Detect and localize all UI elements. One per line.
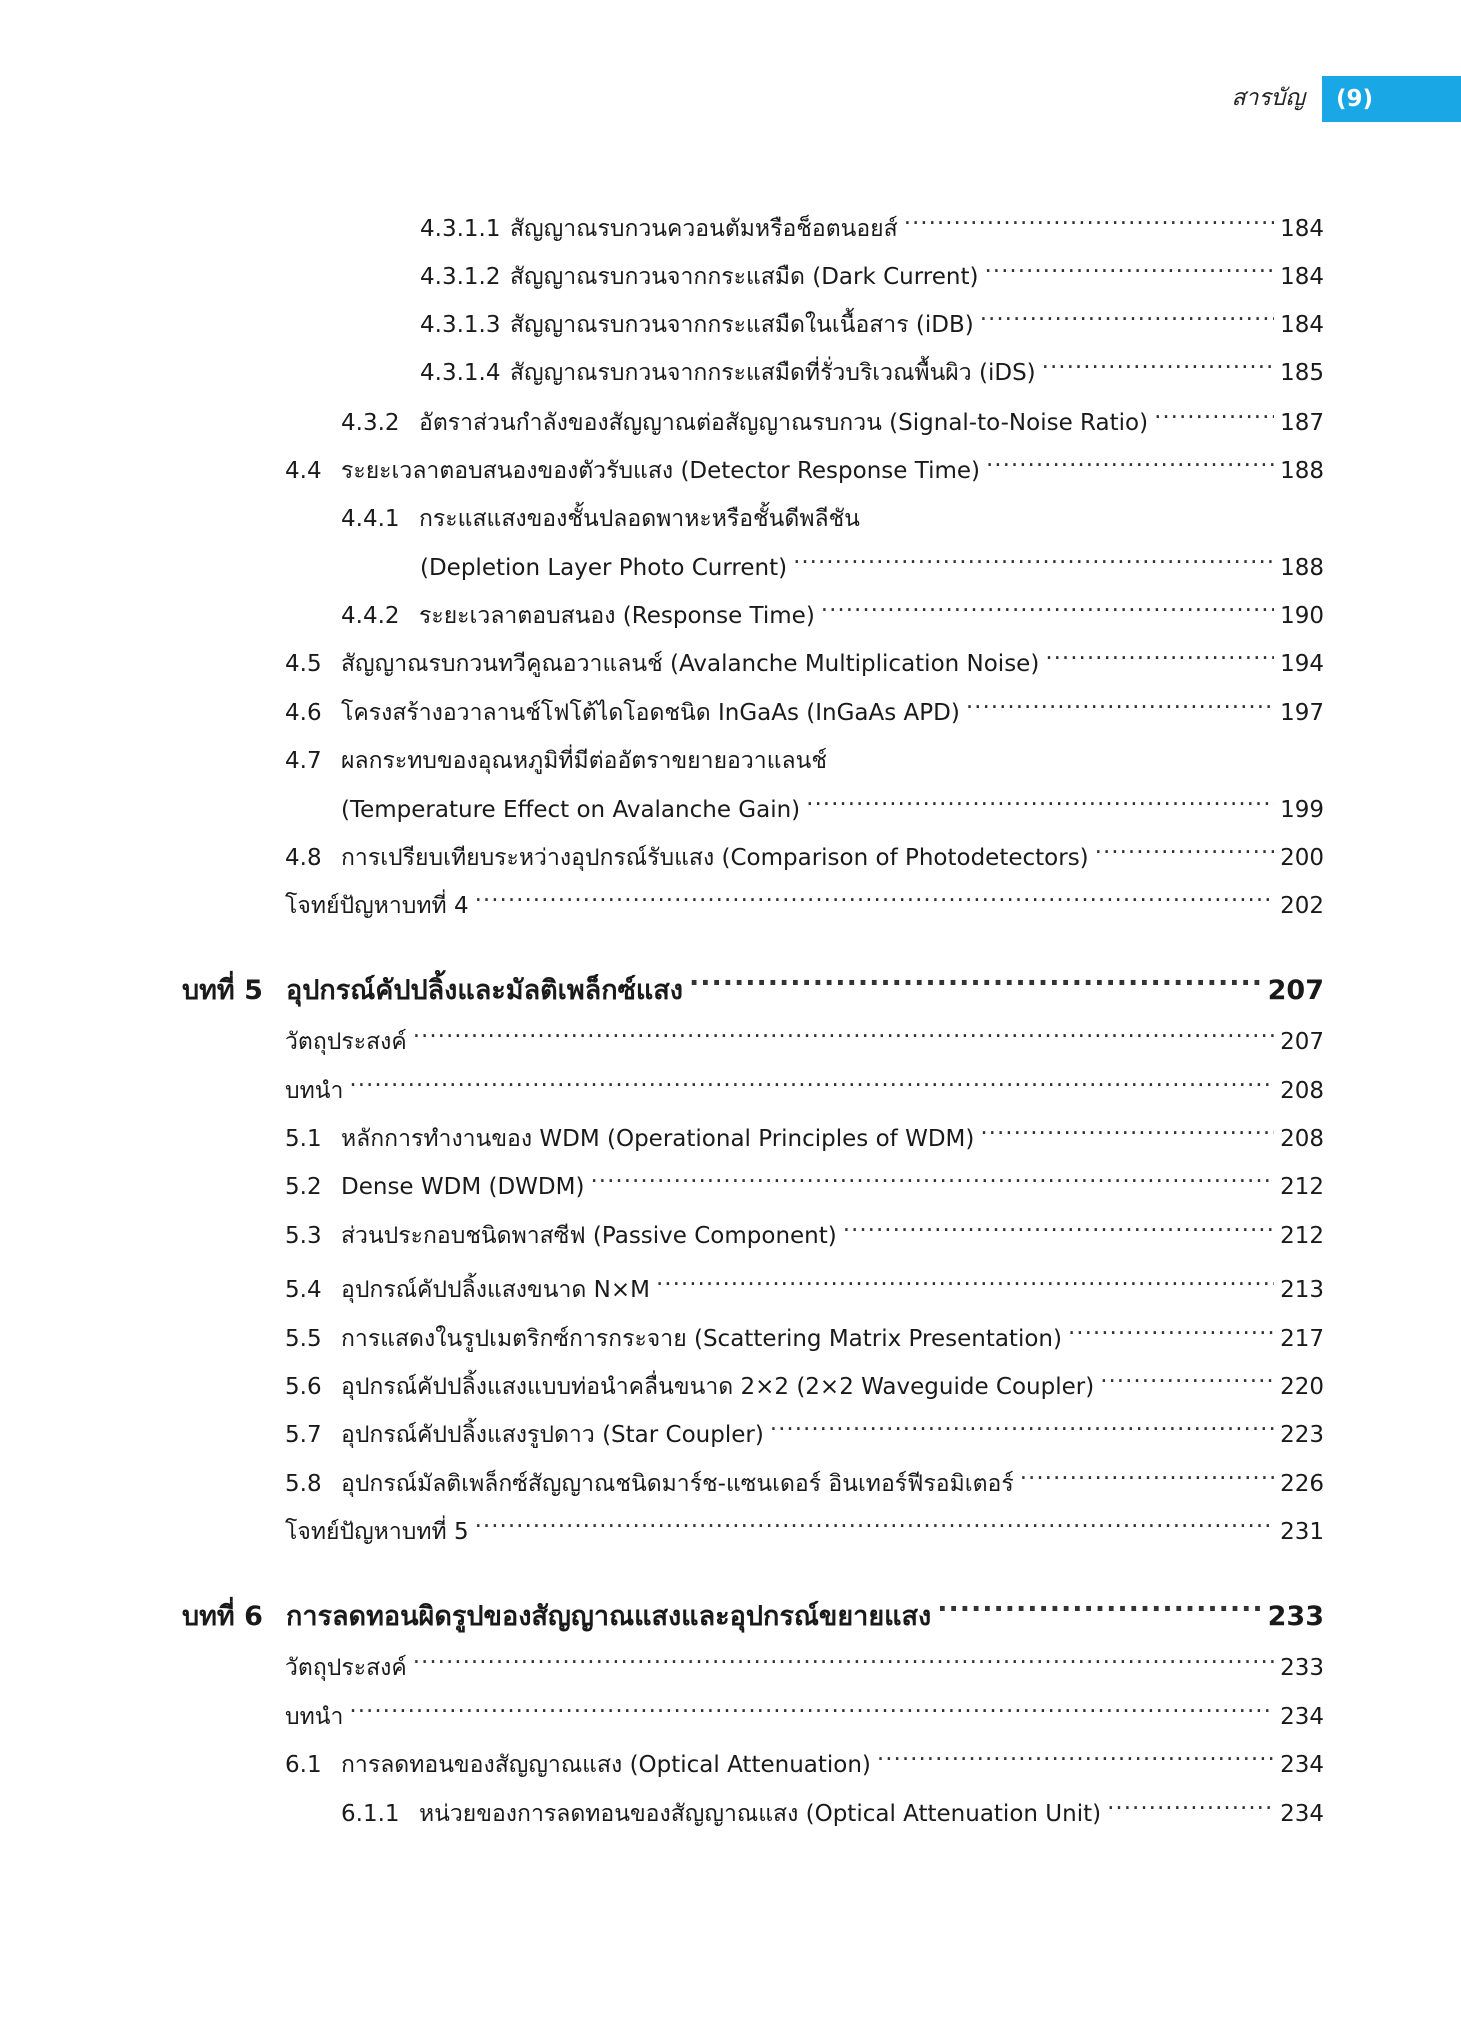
toc-entry — [285, 1501, 1324, 1545]
dot-leader — [986, 440, 1274, 478]
entry-page: 199 — [1280, 797, 1324, 823]
dot-leader — [413, 1637, 1274, 1675]
entry-page: 226 — [1280, 1471, 1324, 1497]
entry-page: 234 — [1280, 1752, 1324, 1778]
entry-page: 197 — [1280, 700, 1324, 726]
toc-entry — [285, 1637, 1324, 1681]
entry-page: 185 — [1280, 360, 1324, 386]
entry-number: 5.5 — [285, 1326, 322, 1352]
entry-title: การแสดงในรูปเมตริกซ์การกระจาย (Scattering Matrix Presentation) — [341, 1326, 1062, 1352]
dot-leader — [656, 1259, 1274, 1297]
toc-entry — [285, 827, 1324, 871]
entry-number: 5.4 — [285, 1277, 322, 1303]
entry-number: 4.3.1.1 — [420, 216, 501, 242]
dot-leader — [1100, 1356, 1274, 1394]
entry-page: 188 — [1280, 458, 1324, 484]
entry-title: กระแสแสงของชั้นปลอดพาหะหรือชั้นดีพลีชัน — [419, 506, 860, 532]
dot-leader — [980, 294, 1274, 332]
entry-number: 5.1 — [285, 1126, 322, 1152]
dot-leader — [475, 1501, 1274, 1539]
entry-title: สัญญาณรบกวนควอนตัมหรือช็อตนอยส์ — [510, 216, 898, 242]
entry-title: อุปกรณ์คัปปลิ้งแสงแบบท่อนำคลื่นขนาด 2×2 (2×2 Waveguide Coupler) — [341, 1374, 1095, 1400]
entry-page: 187 — [1280, 410, 1324, 436]
entry-page: 231 — [1280, 1519, 1324, 1545]
entry-title: สัญญาณรบกวนทวีคูณอวาแลนช์ (Avalanche Multiplication Noise) — [341, 651, 1040, 677]
dot-leader — [904, 198, 1274, 236]
dot-leader — [1020, 1453, 1274, 1491]
entry-title: (Temperature Effect on Avalanche Gain) — [341, 797, 801, 823]
toc-entry — [285, 1308, 1324, 1352]
dot-leader — [1154, 392, 1274, 430]
dot-leader — [806, 779, 1274, 817]
toc-entry — [341, 392, 1324, 436]
entry-title: โจทย์ปัญหาบทที่ 5 — [285, 1519, 469, 1545]
chapter-title: การลดทอนผิดรูปของสัญญาณแสงและอุปกรณ์ขยายแสง — [286, 1601, 932, 1632]
entry-number: 4.4.2 — [341, 603, 400, 629]
entry-page: 184 — [1280, 264, 1324, 290]
dot-leader — [984, 246, 1274, 284]
entry-page: 208 — [1280, 1078, 1324, 1104]
dot-leader — [937, 1581, 1261, 1625]
entry-page: 190 — [1280, 603, 1324, 629]
header-title: สารบัญ — [1231, 85, 1305, 111]
entry-number: 6.1.1 — [341, 1801, 400, 1827]
entry-title: อุปกรณ์มัลติเพล็กซ์สัญญาณชนิดมาร์ช-แซนเดอร์ อินเทอร์ฟีรอมิเตอร์ — [341, 1471, 1014, 1497]
entry-number: 5.3 — [285, 1223, 322, 1249]
entry-title: บทนำ — [285, 1078, 344, 1104]
chapter-number: บทที่ 6 — [182, 1601, 263, 1632]
entry-page: 212 — [1280, 1223, 1324, 1249]
entry-title: การเปรียบเทียบระหว่างอุปกรณ์รับแสง (Comparison of Photodetectors) — [341, 845, 1089, 871]
toc-entry — [420, 294, 1324, 338]
entry-title: วัตถุประสงค์ — [285, 1655, 407, 1681]
toc-entry — [285, 1453, 1324, 1497]
entry-page: 188 — [1280, 555, 1324, 581]
entry-title: อุปกรณ์คัปปลิ้งแสงรูปดาว (Star Coupler) — [341, 1422, 764, 1448]
toc-entry — [341, 1783, 1324, 1827]
entry-title: บทนำ — [285, 1704, 344, 1730]
entry-page: 184 — [1280, 216, 1324, 242]
entry-title: หน่วยของการลดทอนของสัญญาณแสง (Optical Attenuation Unit) — [419, 1801, 1102, 1827]
entry-title: ส่วนประกอบชนิดพาสซีฟ (Passive Component) — [341, 1223, 837, 1249]
entry-number: 6.1 — [285, 1752, 322, 1778]
dot-leader — [413, 1011, 1274, 1049]
entry-page: 207 — [1280, 1029, 1324, 1055]
entry-title: อุปกรณ์คัปปลิ้งแสงขนาด N×M — [341, 1277, 650, 1303]
toc-entry — [285, 1205, 1324, 1249]
entry-page: 233 — [1280, 1655, 1324, 1681]
entry-number: 4.4 — [285, 458, 322, 484]
toc-entry — [285, 1404, 1324, 1448]
toc-entry — [420, 342, 1324, 386]
toc-entry — [285, 1734, 1324, 1778]
page-number-tab: (9) — [1322, 76, 1461, 122]
dot-leader — [1107, 1783, 1274, 1821]
dot-leader — [590, 1156, 1274, 1194]
entry-page: 213 — [1280, 1277, 1324, 1303]
entry-number: 4.8 — [285, 845, 322, 871]
entry-title: Dense WDM (DWDM) — [341, 1174, 585, 1200]
dot-leader — [349, 1060, 1274, 1098]
entry-number: 4.3.1.2 — [420, 264, 501, 290]
toc-entry — [420, 198, 1324, 242]
entry-title: สัญญาณรบกวนจากกระแสมืดที่รั่วบริเวณพื้นผิว (iDS) — [510, 360, 1036, 386]
entry-number: 5.8 — [285, 1471, 322, 1497]
entry-title: โจทย์ปัญหาบทที่ 4 — [285, 893, 469, 919]
toc-entry — [285, 1356, 1324, 1400]
chapter-heading — [182, 955, 1324, 1006]
entry-title: ระยะเวลาตอบสนอง (Response Time) — [419, 603, 815, 629]
toc-entry — [341, 585, 1324, 629]
dot-leader — [1042, 342, 1274, 380]
entry-title: สัญญาณรบกวนจากกระแสมืดในเนื้อสาร (iDB) — [510, 312, 974, 338]
entry-title: โครงสร้างอวาลานช์โฟโต้ไดโอดชนิด InGaAs (InGaAs APD) — [341, 700, 960, 726]
entry-title: ระยะเวลาตอบสนองของตัวรับแสง (Detector Response Time) — [341, 458, 980, 484]
dot-leader — [821, 585, 1274, 623]
entry-number: 4.6 — [285, 700, 322, 726]
entry-page: 234 — [1280, 1704, 1324, 1730]
entry-number: 5.2 — [285, 1174, 322, 1200]
toc-entry — [341, 779, 1324, 823]
entry-page: 212 — [1280, 1174, 1324, 1200]
entry-title: หลักการทำงานของ WDM (Operational Principles of WDM) — [341, 1126, 975, 1152]
entry-page: 234 — [1280, 1801, 1324, 1827]
toc-entry — [341, 488, 1324, 532]
entry-number: 4.7 — [285, 748, 322, 774]
dot-leader — [770, 1404, 1274, 1442]
dot-leader — [1045, 633, 1274, 671]
toc-entry — [285, 1108, 1324, 1152]
dot-leader — [1068, 1308, 1274, 1346]
entry-page: 220 — [1280, 1374, 1324, 1400]
entry-number: 4.5 — [285, 651, 322, 677]
toc-entry — [285, 1060, 1324, 1104]
toc-entry — [285, 633, 1324, 677]
entry-title: อัตราส่วนกำลังของสัญญาณต่อสัญญาณรบกวน (Signal-to-Noise Ratio) — [419, 410, 1149, 436]
toc-entry — [420, 246, 1324, 290]
entry-number: 4.3.1.3 — [420, 312, 501, 338]
entry-title: การลดทอนของสัญญาณแสง (Optical Attenuation) — [341, 1752, 871, 1778]
toc-entry — [285, 875, 1324, 919]
entry-page: 223 — [1280, 1422, 1324, 1448]
dot-leader — [793, 537, 1274, 575]
dot-leader — [689, 955, 1262, 999]
entry-page: 200 — [1280, 845, 1324, 871]
entry-title: วัตถุประสงค์ — [285, 1029, 407, 1055]
entry-page: 194 — [1280, 651, 1324, 677]
toc-entry — [420, 537, 1324, 581]
entry-title: ผลกระทบของอุณหภูมิที่มีต่ออัตราขยายอวาแลนช์ — [341, 748, 827, 774]
dot-leader — [349, 1686, 1274, 1724]
entry-number: 4.4.1 — [341, 506, 400, 532]
entry-title: (Depletion Layer Photo Current) — [420, 555, 788, 581]
toc-entry — [285, 440, 1324, 484]
toc-entry — [285, 1156, 1324, 1200]
dot-leader — [980, 1108, 1274, 1146]
entry-page: 217 — [1280, 1326, 1324, 1352]
chapter-number: บทที่ 5 — [182, 975, 263, 1006]
entry-number: 4.3.2 — [341, 410, 400, 436]
dot-leader — [1095, 827, 1274, 865]
chapter-heading — [182, 1581, 1324, 1632]
dot-leader — [877, 1734, 1274, 1772]
entry-page: 208 — [1280, 1126, 1324, 1152]
entry-page: 202 — [1280, 893, 1324, 919]
dot-leader — [843, 1205, 1274, 1243]
dot-leader — [966, 682, 1274, 720]
page-header — [0, 76, 1461, 122]
toc-entry — [285, 1011, 1324, 1055]
entry-title: สัญญาณรบกวนจากกระแสมืด (Dark Current) — [510, 264, 979, 290]
chapter-page: 233 — [1267, 1601, 1324, 1632]
chapter-title: อุปกรณ์คัปปลิ้งและมัลติเพล็กซ์แสง — [286, 975, 683, 1006]
dot-leader — [475, 875, 1274, 913]
entry-number: 4.3.1.4 — [420, 360, 501, 386]
chapter-page: 207 — [1267, 975, 1324, 1006]
toc-entry — [285, 1259, 1324, 1303]
toc-entry — [285, 1686, 1324, 1730]
entry-number: 5.7 — [285, 1422, 322, 1448]
toc-entry — [285, 682, 1324, 726]
entry-page: 184 — [1280, 312, 1324, 338]
entry-number: 5.6 — [285, 1374, 322, 1400]
toc-entry — [285, 730, 1324, 774]
